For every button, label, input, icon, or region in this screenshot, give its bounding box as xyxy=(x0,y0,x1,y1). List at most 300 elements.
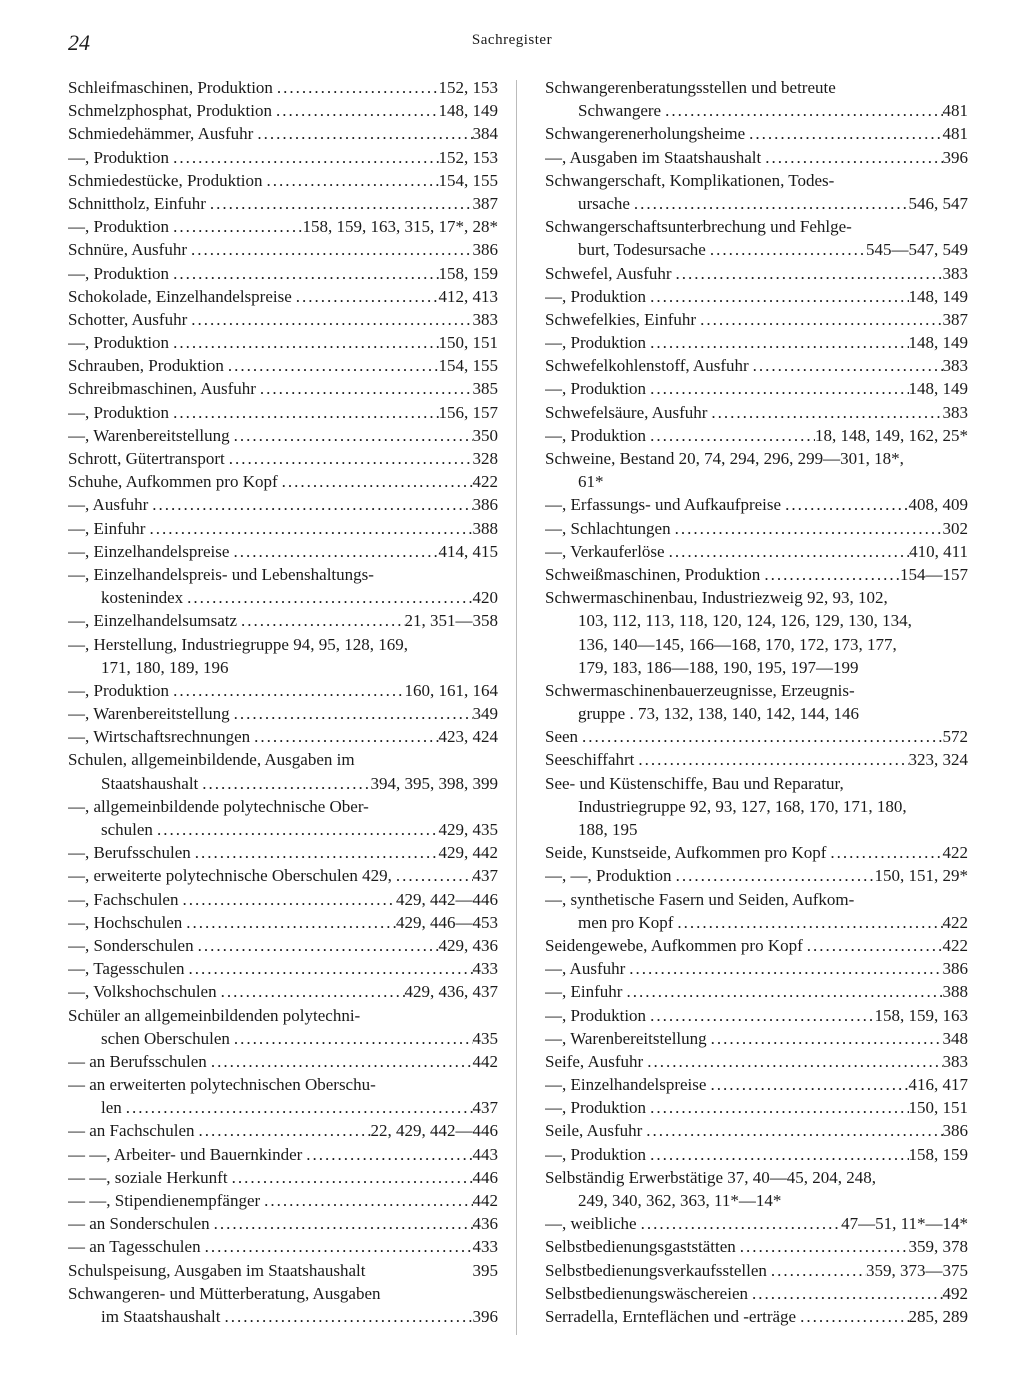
entry-term: —, Wirtschaftsrechnungen xyxy=(68,727,251,747)
index-column-left xyxy=(68,76,498,1328)
dot-leader xyxy=(661,99,942,122)
dot-leader xyxy=(826,841,942,864)
page-header-title: Sachregister xyxy=(471,32,553,48)
index-entry-line xyxy=(68,122,498,145)
index-entry-line xyxy=(68,609,498,632)
entry-page-refs: 156, 157 xyxy=(438,402,498,422)
index-entry-line xyxy=(68,146,498,169)
entry-term: Schwefelkohlenstoff, Ausfuhr xyxy=(545,356,749,376)
index-entry-line xyxy=(545,772,968,795)
dot-leader xyxy=(622,980,942,1003)
index-entry-line xyxy=(545,146,968,169)
entry-term: 61* xyxy=(578,472,604,492)
entry-term: —, Einzelhandelspreise xyxy=(68,541,230,561)
index-entry-line xyxy=(68,447,498,470)
index-entry-line xyxy=(545,748,968,771)
entry-page-refs: 148, 149 xyxy=(438,101,498,121)
dot-leader xyxy=(646,1004,874,1027)
dot-leader xyxy=(745,122,942,145)
entry-term: Schleifmaschinen, Produktion xyxy=(68,78,273,97)
dot-leader xyxy=(228,1166,473,1189)
column-divider xyxy=(516,80,517,1335)
index-entry-line xyxy=(545,609,968,632)
entry-page-refs: 422 xyxy=(942,843,968,863)
entry-term: — —, Stipendienempfänger xyxy=(68,1191,261,1210)
entry-term: 188, 195 xyxy=(578,820,638,839)
entry-term: Schwangere xyxy=(578,101,662,121)
entry-term: schulen xyxy=(101,820,153,839)
dot-leader xyxy=(272,99,439,122)
index-entry-line xyxy=(68,1096,498,1119)
entry-page-refs: 442 xyxy=(472,1191,498,1210)
entry-term: —, Schlachtungen xyxy=(545,518,671,538)
index-entry-line xyxy=(545,1119,968,1142)
dot-leader xyxy=(696,308,942,331)
entry-page-refs: 384 xyxy=(472,124,498,144)
dot-leader xyxy=(224,354,439,377)
index-entry-line xyxy=(545,424,968,447)
entry-page-refs: 383 xyxy=(942,263,968,283)
entry-page-refs: 386 xyxy=(942,959,968,979)
entry-page-refs: 152, 153 xyxy=(438,78,498,97)
dot-leader xyxy=(749,354,943,377)
index-entry-line xyxy=(545,656,968,679)
index-entry-line xyxy=(68,1119,498,1142)
dot-leader xyxy=(767,1259,866,1282)
dot-leader xyxy=(292,285,439,308)
entry-term: 103, 112, 113, 118, 120, 124, 126, 129, 130, 134, xyxy=(578,611,912,631)
entry-page-refs: 429, 442 xyxy=(438,843,498,863)
entry-term: Schwangerschaft, Komplikationen, Todes- xyxy=(545,170,835,190)
index-entry-line xyxy=(545,1235,968,1258)
index-entry-line xyxy=(68,192,498,215)
entry-term: Schmiedehämmer, Ausfuhr xyxy=(68,124,254,144)
entry-page-refs: 348 xyxy=(942,1028,968,1048)
entry-term: Schwefelsäure, Ausfuhr xyxy=(545,402,708,422)
entry-page-refs: 158, 159 xyxy=(438,263,498,283)
entry-term: —, erweiterte polytechnische Oberschulen 429, xyxy=(68,866,392,886)
entry-term: Schulspeisung, Ausgaben im Staatshaushalt xyxy=(68,1260,366,1280)
index-entry-line xyxy=(545,1027,968,1050)
index-entry-line xyxy=(68,76,498,99)
dot-leader xyxy=(646,285,908,308)
entry-term: — an Sonderschulen xyxy=(68,1214,210,1234)
entry-page-refs: 349 xyxy=(472,704,498,724)
dot-leader xyxy=(185,957,473,980)
entry-term: 249, 340, 362, 363, 11*—14* xyxy=(578,1191,782,1210)
dot-leader xyxy=(637,1212,842,1235)
entry-page-refs: 429, 436 xyxy=(438,935,498,955)
index-entry-line xyxy=(68,377,498,400)
entry-page-refs: 422 xyxy=(472,472,498,492)
entry-term: —, Produktion xyxy=(545,1144,647,1164)
index-entry-line xyxy=(545,169,968,192)
entry-term: — an Tagesschulen xyxy=(68,1237,201,1257)
entry-term: — an Berufsschulen xyxy=(68,1051,207,1071)
dot-leader xyxy=(169,215,302,238)
entry-term: See- und Küstenschiffe, Bau und Reparatur, xyxy=(545,773,844,793)
entry-term: Schrauben, Produktion xyxy=(68,356,224,376)
index-entry-line xyxy=(68,864,498,887)
index-entry-line xyxy=(545,795,968,818)
dot-leader xyxy=(217,980,405,1003)
entry-page-refs: 412, 413 xyxy=(438,286,498,306)
index-entry-line xyxy=(545,725,968,748)
index-entry-line xyxy=(545,586,968,609)
entry-page-refs: 383 xyxy=(942,356,968,376)
index-entry-line xyxy=(68,517,498,540)
dot-leader xyxy=(278,470,473,493)
entry-page-refs: 323, 324 xyxy=(908,750,968,770)
entry-term: —, Hochschulen xyxy=(68,912,183,932)
dot-leader xyxy=(634,748,908,771)
entry-term: —, Produktion xyxy=(68,147,170,167)
dot-leader xyxy=(230,424,473,447)
entry-page-refs: 350 xyxy=(472,425,498,445)
index-column-right xyxy=(545,76,968,1328)
dot-leader xyxy=(225,447,473,470)
entry-term: Schokolade, Einzelhandelspreise xyxy=(68,286,292,306)
index-entry-line xyxy=(68,238,498,261)
dot-leader xyxy=(646,424,815,447)
index-entry-line xyxy=(545,911,968,934)
dot-leader xyxy=(643,1050,942,1073)
index-entry-line xyxy=(545,1305,968,1328)
entry-page-refs: 422 xyxy=(942,912,968,932)
dot-leader xyxy=(706,238,866,261)
dot-leader xyxy=(578,725,942,748)
entry-term: —, Einzelhandelspreis- und Lebenshaltungs- xyxy=(68,564,374,584)
entry-page-refs: 150, 151 xyxy=(908,1098,968,1118)
entry-page-refs: 545—547, 549 xyxy=(866,240,968,260)
index-entry-line xyxy=(545,841,968,864)
entry-page-refs: 383 xyxy=(942,402,968,422)
dot-leader xyxy=(803,934,943,957)
entry-page-refs: 416, 417 xyxy=(908,1075,968,1095)
index-entry-line xyxy=(68,1027,498,1050)
entry-page-refs: 18, 148, 149, 162, 25* xyxy=(815,425,968,445)
index-entry-line xyxy=(68,818,498,841)
entry-term: Schuhe, Aufkommen pro Kopf xyxy=(68,472,278,492)
entry-page-refs: 437 xyxy=(472,1098,498,1118)
index-entry-line xyxy=(68,1073,498,1096)
entry-term: gruppe . 73, 132, 138, 140, 142, 144, 146 xyxy=(578,704,859,724)
entry-page-refs: 436 xyxy=(472,1214,498,1234)
index-entry-line xyxy=(68,470,498,493)
index-entry-line xyxy=(68,262,498,285)
index-entry-line xyxy=(545,285,968,308)
entry-page-refs: 443 xyxy=(472,1144,498,1164)
entry-page-refs: 572 xyxy=(942,727,968,747)
index-entry-line xyxy=(68,424,498,447)
entry-page-refs: 154, 155 xyxy=(438,170,498,190)
entry-term: —, Produktion xyxy=(545,379,647,399)
dot-leader xyxy=(672,262,943,285)
index-entry-line xyxy=(68,308,498,331)
index-entry-line xyxy=(68,1143,498,1166)
index-entry-line xyxy=(545,215,968,238)
index-entry-line xyxy=(545,1259,968,1282)
entry-term: —, Berufsschulen xyxy=(68,843,191,863)
entry-page-refs: 429, 446—453 xyxy=(396,912,498,932)
dot-leader xyxy=(253,122,472,145)
index-entry-line xyxy=(68,1050,498,1073)
dot-leader xyxy=(230,702,473,725)
dot-leader xyxy=(646,1096,908,1119)
index-entry-line xyxy=(68,285,498,308)
index-entry-line xyxy=(68,493,498,516)
entry-term: —, Erfassungs- und Aufkaufpreise xyxy=(545,495,782,515)
index-entry-line xyxy=(68,748,498,771)
index-entry-line xyxy=(545,980,968,1003)
entry-page-refs: 154, 155 xyxy=(438,356,498,376)
dot-leader xyxy=(195,1119,371,1142)
index-entry-line xyxy=(545,76,968,99)
entry-term: —, Ausgaben im Staatshaushalt xyxy=(545,147,762,167)
entry-page-refs: 386 xyxy=(472,495,498,515)
dot-leader xyxy=(169,331,438,354)
entry-term: —, Produktion xyxy=(545,425,647,445)
entry-page-refs: 481 xyxy=(942,124,968,144)
entry-term: —, Ausfuhr xyxy=(68,495,149,515)
entry-term: ursache xyxy=(578,193,630,213)
entry-term: Seife, Ausfuhr xyxy=(545,1051,644,1071)
entry-page-refs: 385 xyxy=(472,379,498,399)
entry-page-refs: 359, 373—375 xyxy=(866,1260,968,1280)
index-entry-line xyxy=(68,169,498,192)
dot-leader xyxy=(646,377,908,400)
entry-term: —, Einzelhandelspreise xyxy=(545,1075,707,1095)
entry-term: —, synthetische Fasern und Seiden, Aufkom- xyxy=(545,889,855,909)
index-entry-line xyxy=(68,401,498,424)
entry-page-refs: 158, 159, 163, 315, 17*, 28* xyxy=(302,217,498,237)
index-entry-line xyxy=(545,1282,968,1305)
index-entry-line xyxy=(545,99,968,122)
entry-term: Schüler an allgemeinbildenden polytechni- xyxy=(68,1005,361,1025)
index-entry-line xyxy=(68,1189,498,1212)
entry-page-refs: 420 xyxy=(472,588,498,608)
index-entry-line xyxy=(545,702,968,725)
dot-leader xyxy=(671,517,943,540)
dot-leader xyxy=(625,957,942,980)
index-entry-line xyxy=(68,1259,498,1282)
index-entry-line xyxy=(545,679,968,702)
entry-page-refs: 158, 159 xyxy=(908,1144,968,1164)
entry-term: 136, 140—145, 166—168, 170, 172, 173, 177, xyxy=(578,634,897,654)
entry-term: Schreibmaschinen, Ausfuhr xyxy=(68,379,256,399)
entry-term: — an Fachschulen xyxy=(68,1121,195,1141)
entry-page-refs: 395 xyxy=(472,1260,498,1280)
dot-leader xyxy=(630,192,909,215)
entry-page-refs: 423, 424 xyxy=(438,727,498,747)
entry-term: —, Produktion xyxy=(68,217,170,237)
entry-term: burt, Todesursache xyxy=(578,240,706,260)
dot-leader xyxy=(198,772,370,795)
entry-term: —, weibliche xyxy=(545,1214,637,1234)
entry-page-refs: 154—157 xyxy=(900,564,968,584)
index-entry-line xyxy=(545,540,968,563)
dot-leader xyxy=(760,563,900,586)
entry-page-refs: 148, 149 xyxy=(908,286,968,306)
entry-term: —, Verkauferlöse xyxy=(545,541,665,561)
entry-page-refs: 150, 151 xyxy=(438,333,498,353)
page-number: 24 xyxy=(68,30,90,55)
entry-term: —, Volkshochschulen xyxy=(68,982,217,1002)
index-entry-line xyxy=(545,633,968,656)
entry-term: Seidengewebe, Aufkommen pro Kopf xyxy=(545,935,803,955)
entry-page-refs: 383 xyxy=(472,309,498,329)
dot-leader xyxy=(642,1119,942,1142)
entry-term: Seide, Kunstseide, Aufkommen pro Kopf xyxy=(545,843,827,863)
entry-term: —, Ausfuhr xyxy=(545,959,626,979)
entry-page-refs: 386 xyxy=(472,240,498,260)
dot-leader xyxy=(169,146,438,169)
index-entry-line xyxy=(545,1096,968,1119)
entry-term: Schwermaschinenbau, Industriezweig 92, 93, 102, xyxy=(545,588,888,608)
index-entry-line xyxy=(68,354,498,377)
index-entry-line xyxy=(68,772,498,795)
entry-page-refs: 437 xyxy=(472,866,498,886)
entry-page-refs: 388 xyxy=(472,518,498,538)
entry-term: 179, 183, 186—188, 190, 195, 197—199 xyxy=(578,657,859,677)
index-entry-line xyxy=(545,957,968,980)
entry-term: —, Produktion xyxy=(545,1098,647,1118)
entry-term: len xyxy=(101,1098,122,1118)
entry-page-refs: 388 xyxy=(942,982,968,1002)
index-entry-line xyxy=(68,934,498,957)
dot-leader xyxy=(646,1143,908,1166)
entry-page-refs: 433 xyxy=(472,1237,498,1257)
entry-page-refs: 481 xyxy=(942,101,968,121)
dot-leader xyxy=(182,911,396,934)
entry-term: men pro Kopf xyxy=(578,912,674,932)
entry-page-refs: 22, 429, 442—446 xyxy=(370,1121,498,1141)
dot-leader xyxy=(646,331,908,354)
entry-page-refs: 414, 415 xyxy=(438,541,498,561)
dot-leader xyxy=(206,192,473,215)
dot-leader xyxy=(761,146,942,169)
entry-term: —, Fachschulen xyxy=(68,889,179,909)
index-entry-line xyxy=(545,1143,968,1166)
dot-leader xyxy=(672,864,875,887)
entry-page-refs: 152, 153 xyxy=(438,147,498,167)
index-entry-line xyxy=(68,540,498,563)
entry-page-refs: 160, 161, 164 xyxy=(404,680,498,700)
entry-page-refs: 47—51, 11*—14* xyxy=(841,1214,968,1234)
dot-leader xyxy=(256,377,473,400)
index-entry-line xyxy=(545,447,968,470)
dot-leader xyxy=(673,911,942,934)
index-entry-line xyxy=(545,517,968,540)
entry-term: Selbstbedienungswäschereien xyxy=(545,1283,748,1303)
dot-leader xyxy=(210,1212,473,1235)
entry-term: im Staatshaushalt xyxy=(101,1306,221,1326)
entry-page-refs: 435 xyxy=(472,1028,498,1048)
index-entry-line xyxy=(545,401,968,424)
dot-leader xyxy=(392,864,473,887)
index-entry-line xyxy=(545,331,968,354)
entry-page-refs: 396 xyxy=(472,1306,498,1326)
entry-term: Schweine, Bestand 20, 74, 294, 296, 299—301, 18*, xyxy=(545,449,904,468)
index-entry-line xyxy=(545,377,968,400)
entry-page-refs: 302 xyxy=(942,518,968,538)
entry-page-refs: 410, 411 xyxy=(909,541,968,561)
entry-term: —, —, Produktion xyxy=(545,866,672,886)
entry-page-refs: 433 xyxy=(472,959,498,979)
index-entry-line xyxy=(68,888,498,911)
entry-term: Seen xyxy=(545,727,579,747)
index-entry-line xyxy=(68,1235,498,1258)
entry-term: — —, Arbeiter- und Bauernkinder xyxy=(68,1144,303,1164)
index-entry-line xyxy=(68,1166,498,1189)
entry-term: Schwermaschinenbauerzeugnisse, Erzeugnis- xyxy=(545,680,855,700)
entry-term: Schwefel, Ausfuhr xyxy=(545,263,672,283)
entry-term: Industriegruppe 92, 93, 127, 168, 170, 171, 180, xyxy=(578,796,907,816)
entry-term: Schrott, Gütertransport xyxy=(68,449,225,468)
entry-term: Schnüre, Ausfuhr xyxy=(68,240,187,260)
entry-term: —, Einfuhr xyxy=(68,518,146,538)
entry-page-refs: 429, 442—446 xyxy=(396,889,498,909)
dot-leader xyxy=(122,1096,473,1119)
entry-term: kostenindex xyxy=(101,588,184,608)
index-entry-line xyxy=(545,1073,968,1096)
index-entry-line xyxy=(545,262,968,285)
entry-page-refs: 150, 151, 29* xyxy=(874,866,968,886)
dot-leader xyxy=(201,1235,473,1258)
index-entry-line xyxy=(545,1050,968,1073)
dot-leader xyxy=(178,888,396,911)
entry-term: Selbständig Erwerbstätige 37, 40—45, 204, 248, xyxy=(545,1167,876,1187)
entry-page-refs: 446 xyxy=(472,1167,498,1187)
entry-term: —, Sonderschulen xyxy=(68,935,194,955)
entry-term: —, Produktion xyxy=(68,263,170,283)
index-entry-line xyxy=(545,493,968,516)
entry-term: —, Einzelhandelsumsatz xyxy=(68,611,238,631)
entry-page-refs: 383 xyxy=(942,1051,968,1071)
dot-leader xyxy=(169,262,438,285)
entry-term: Seile, Ausfuhr xyxy=(545,1121,643,1141)
dot-leader xyxy=(273,76,439,99)
dot-leader xyxy=(736,1235,909,1258)
index-entry-line xyxy=(68,633,498,656)
dot-leader xyxy=(194,934,439,957)
index-entry-line xyxy=(68,563,498,586)
entry-page-refs: 442 xyxy=(472,1051,498,1071)
entry-term: Schulen, allgemeinbildende, Ausgaben im xyxy=(68,750,355,770)
dot-leader xyxy=(169,401,438,424)
index-entry-line xyxy=(545,934,968,957)
entry-page-refs: 394, 395, 398, 399 xyxy=(370,773,498,793)
entry-term: —, Warenbereitstellung xyxy=(68,425,230,445)
index-entry-line xyxy=(68,957,498,980)
entry-term: Schweißmaschinen, Produktion xyxy=(545,564,761,584)
index-entry-line xyxy=(545,238,968,261)
index-entry-line xyxy=(68,725,498,748)
dot-leader xyxy=(230,1027,473,1050)
index-entry-line xyxy=(545,1166,968,1189)
entry-term: Schmelzphosphat, Produktion xyxy=(68,101,272,121)
index-entry-line xyxy=(545,818,968,841)
entry-term: —, Warenbereitstellung xyxy=(68,704,230,724)
entry-term: —, Produktion xyxy=(545,286,647,306)
entry-page-refs: 422 xyxy=(942,935,968,955)
entry-page-refs: 386 xyxy=(942,1121,968,1141)
dot-leader xyxy=(707,1027,943,1050)
entry-term: Schotter, Ausfuhr xyxy=(68,309,188,329)
dot-leader xyxy=(183,586,472,609)
dot-leader xyxy=(187,308,472,331)
entry-term: Schmiedestücke, Produktion xyxy=(68,170,263,190)
